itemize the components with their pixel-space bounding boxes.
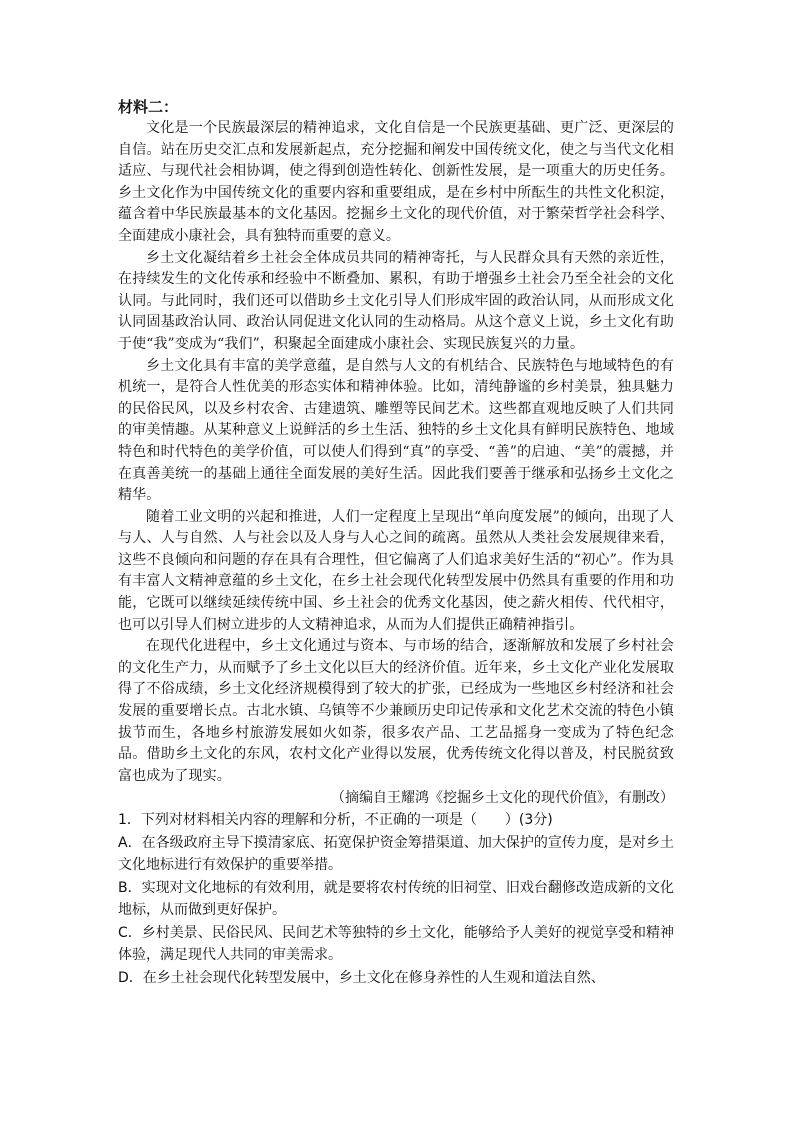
material-paragraph-5: 在现代化进程中，乡土文化通过与资本、与市场的结合，逐渐解放和发展了乡村社会的文化生产力，从而赋予了乡土文化以巨大的经济价值。近年来，乡土文化产业化发展取得了不俗成绩，乡土文化经济规模得到了较大的扩张，已经成为一些地区乡村经济和社会发展的重要增长点。古北水镇、乌镇等不少兼顾历史印记传承和文化艺术交流的特色小镇拔节而生，各地乡村旅游发展如火如荼，很多农产品、工艺品摇身一变成为了特色纪念品。借助乡土文化的东风，农村文化产业得以发展，优秀传统文化得以普及，村民脱贫致富也成为了现实。 <box>118 638 674 784</box>
material-heading: 材料二： <box>118 98 179 116</box>
option-b: B．实现对文化地标的有效利用，就是要将农村传统的旧祠堂、旧戏台翻修改造成新的文化地标，从而做到更好保护。 <box>118 879 674 919</box>
material-paragraph-1: 文化是一个民族最深层的精神追求，文化自信是一个民族更基础、更广泛、更深层的自信。站在历史交汇点和发展新起点，充分挖掘和阐发中国传统文化，使之与当代文化相适应、与现代社会相协调，使之得到创造性转化、创新性发展，是一项重大的历史任务。乡土文化作为中国传统文化的重要内容和重要组成，是在乡村中所酝生的共性文化积淀，蕴含着中华民族最基本的文化基因。挖掘乡土文化的现代价值，对于繁荣哲学社会科学、全面建成小康社会，具有独特而重要的意义。 <box>118 120 674 244</box>
option-d: D．在乡土社会现代化转型发展中，乡土文化在修身养性的人生观和道法自然、 <box>118 969 605 986</box>
document-page <box>118 96 674 989</box>
question-stem: 1．下列对材料相关内容的理解和分析，不正确的一项是（ ）(3分) <box>118 812 553 829</box>
material-source: （摘编自王耀鸿《挖掘乡土文化的现代价值》，有删改） <box>331 790 674 807</box>
option-a: A．在各级政府主导下摸清家底、拓宽保护资金筹措渠道、加大保护的宣传力度，是对乡土文化地标进行有效保护的重要举措。 <box>118 834 674 874</box>
material-paragraph-2: 乡土文化凝结着乡土社会全体成员共同的精神寄托，与人民群众具有天然的亲近性，在持续发生的文化传承和经验中不断叠加、累积，有助于增强乡土社会乃至全社会的文化认同。与此同时，我们还可以借助乡土文化引导人们形成牢固的政治认同，从而形成文化认同固基政治认同、政治认同促进文化认同的生动格局。从这个意义上说，乡土文化有助于使“我”变成为“我们”，积聚起全面建成小康社会、实现民族复兴的力量。 <box>118 249 674 352</box>
material-paragraph-4: 随着工业文明的兴起和推进，人们一定程度上呈现出“单向度发展”的倾向，出现了人与人、人与自然、人与社会以及人身与人心之间的疏离。虽然从人类社会发展规律来看，这些不良倾向和问题的存在具有合理性，但它偏离了人们追求美好生活的“初心”。作为具有丰富人文精神意蕴的乡土文化，在乡土社会现代化转型发展中仍然具有重要的作用和功能，它既可以继续延续传统中国、乡土社会的优秀文化基因，使之薪火相传、代代相守，也可以引导人们树立进步的人文精神追求，从而为人们提供正确精神指引。 <box>118 508 674 633</box>
option-c: C．乡村美景、民俗民风、民间艺术等独特的乡土文化，能够给予人美好的视觉享受和精神体验，满足现代人共同的审美需求。 <box>118 924 674 964</box>
material-paragraph-3: 乡土文化具有丰富的美学意蕴，是自然与人文的有机结合、民族特色与地域特色的有机统一，是符合人性优美的形态实体和精神体验。比如，清纯静谧的乡村美景，独具魅力的民俗民风，以及乡村农舍、古建遗筑、雕塑等民间艺术。这些都直观地反映了人们共同的审美情趣。从某种意义上说鲜活的乡土生活、独特的乡土文化具有鲜明民族特色、地域特色和时代特色的美学价值，可以使人们得到“真”的享受、“善”的启迪、“美”的震撼，并在真善美统一的基础上通往全面发展的美好生活。因此我们要善于继承和弘扬乡土文化之精华。 <box>118 357 675 504</box>
